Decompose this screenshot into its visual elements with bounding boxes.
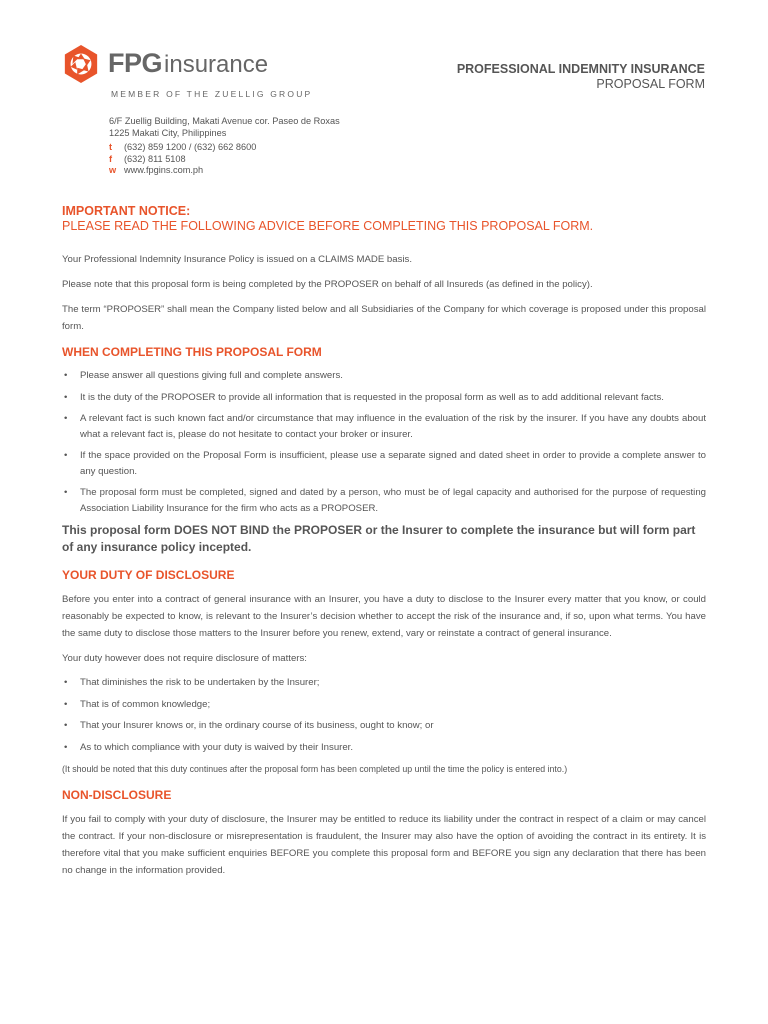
- contact-website: [109, 165, 340, 177]
- contact-fax: [109, 154, 340, 166]
- notice-paragraph: Please note that this proposal form is being completed by the PROPOSER on behalf of all Insureds (as defined in the policy).: [62, 279, 593, 290]
- brand-sub: insurance: [164, 51, 269, 78]
- document-subtitle: PROPOSAL FORM: [596, 77, 705, 91]
- completing-list: [62, 368, 706, 516]
- contact-value: (632) 859 1200 / (632) 662 8600: [124, 142, 257, 152]
- brand-main: FPG: [108, 48, 163, 78]
- contact-key: w: [109, 165, 117, 175]
- disclosure-note: (It should be noted that this duty continues after the proposal form has been completed up until the time the policy is entered into.): [62, 764, 568, 774]
- disclosure-paragraph: Before you enter into a contract of general insurance with an Insurer, you have a duty to disclose to the Insurer every matter that you know, or could reasonably be expected to know, is relevant to the Insurer’s decision whether to accept the risk of the insurance and, if so, upon what terms. You have the same duty to disclose those matters to the Insurer before you renew, extend, vary or reinstate a contract of general insurance.: [62, 594, 706, 639]
- disclosure-intro: Your duty however does not require disclosure of matters:: [62, 653, 307, 664]
- document-title-block: [457, 62, 705, 92]
- list-item: • That is of common knowledge;: [62, 697, 706, 713]
- contact-key: t: [109, 142, 113, 152]
- document-title: PROFESSIONAL INDEMNITY INSURANCE: [456, 62, 705, 76]
- company-address: [109, 116, 340, 177]
- contact-value[interactable]: www.fpgins.com.ph: [124, 165, 204, 175]
- notice-paragraph: Your Professional Indemnity Insurance Policy is issued on a CLAIMS MADE basis.: [62, 254, 412, 265]
- notice-paragraph: The term “PROPOSER” shall mean the Company listed below and all Subsidiaries of the Company for which coverage is proposed under this proposal form.: [62, 304, 706, 332]
- list-item: • A relevant fact is such known fact and/or circumstance that may influence in the evaluation of the risk by the insurer. If you have any doubts about what a relevant fact is, please do not hesitate to contact your broker or insurer.: [62, 411, 706, 442]
- contact-key: f: [109, 153, 113, 164]
- address-line-2: 1225 Makati City, Philippines: [109, 127, 227, 138]
- brand-wordmark: [108, 50, 268, 77]
- contact-phone: [109, 142, 340, 154]
- list-item: • That diminishes the risk to be undertaken by the Insurer;: [62, 675, 706, 691]
- section-heading-nondisclosure: NON-DISCLOSURE: [62, 788, 172, 802]
- list-item: • If the space provided on the Proposal Form is insufficient, please use a separate signed and dated sheet in order to provide a complete answer to any question.: [62, 448, 706, 479]
- fpg-aperture-logo-icon: [62, 44, 100, 84]
- contact-value: (632) 811 5108: [124, 153, 186, 164]
- document-body: [62, 204, 706, 887]
- member-line: MEMBER OF THE ZUELLIG GROUP: [111, 89, 313, 99]
- list-item: • The proposal form must be completed, signed and dated by a person, who must be of legal capacity and authorised for the purpose of requesting Association Liability Insurance for the firm who acts as a PROPOSER.: [62, 485, 706, 516]
- list-item: • As to which compliance with your duty is waived by their Insurer.: [62, 740, 706, 756]
- nondisclosure-paragraph: If you fail to comply with your duty of disclosure, the Insurer may be entitled to reduce its liability under the contract in respect of a claim or may cancel the contract. If your non-disclosure or misrepresentation is fraudulent, the Insurer may also have the option of avoiding the contract in its entirety. It is therefore vital that you make sufficient enquiries BEFORE you complete this proposal form and BEFORE you sign any declaration that there has been no change in the information provided.: [62, 814, 706, 876]
- list-item: • That your Insurer knows or, in the ordinary course of its business, ought to know; or: [62, 718, 706, 734]
- section-heading-disclosure: YOUR DUTY OF DISCLOSURE: [62, 568, 235, 582]
- list-item: • Please answer all questions giving full and complete answers.: [62, 368, 706, 384]
- notice-title: IMPORTANT NOTICE:: [62, 204, 191, 218]
- binding-statement: This proposal form DOES NOT BIND the PROPOSER or the Insurer to complete the insurance but will form part of any insurance policy incepted.: [62, 523, 696, 554]
- list-item: • It is the duty of the PROPOSER to provide all information that is requested in the proposal form as well as to add additional relevant facts.: [62, 390, 706, 406]
- disclosure-list: [62, 675, 706, 755]
- notice-subtitle: PLEASE READ THE FOLLOWING ADVICE BEFORE COMPLETING THIS PROPOSAL FORM.: [62, 219, 594, 233]
- address-line-1: 6/F Zuellig Building, Makati Avenue cor. Paseo de Roxas: [109, 116, 340, 126]
- section-heading-completing: WHEN COMPLETING THIS PROPOSAL FORM: [62, 345, 322, 359]
